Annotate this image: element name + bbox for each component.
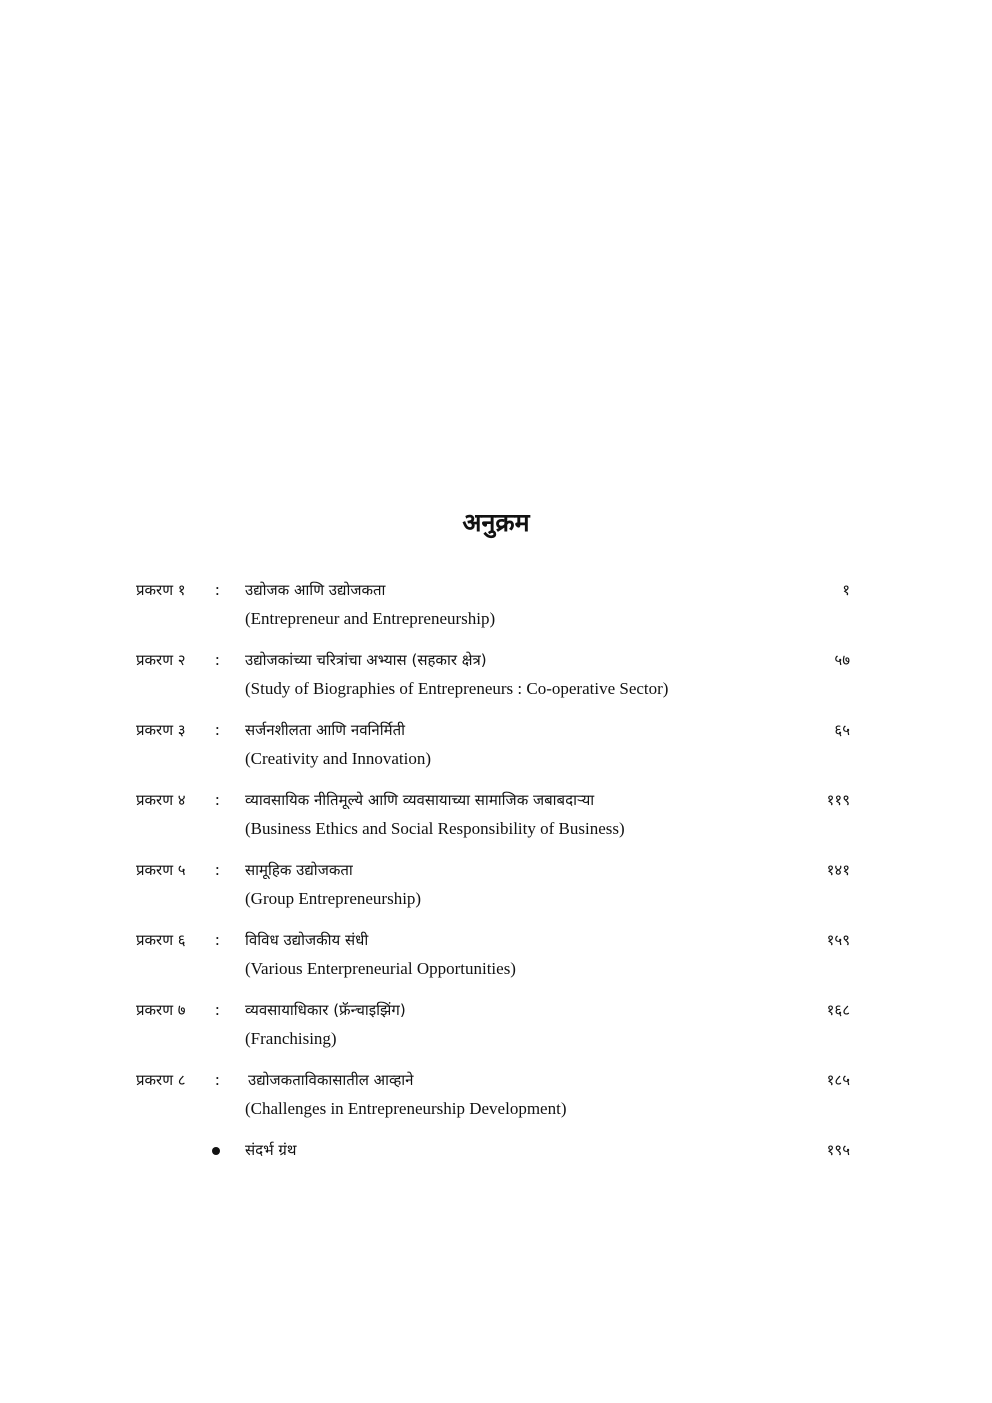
separator: : — [215, 650, 220, 669]
separator: : — [215, 720, 220, 739]
chapter-title-marathi: व्यावसायिक नीतिमूल्ये आणि व्यवसायाच्या सामाजिक जबाबदाऱ्या — [245, 791, 595, 809]
page-title: अनुक्रम — [462, 507, 530, 537]
page-number: ६५ — [834, 721, 850, 739]
chapter-title-english: (Challenges in Entrepreneurship Development) — [245, 1099, 567, 1118]
chapter-title-marathi: विविध उद्योजकीय संधी — [245, 931, 369, 949]
chapter-title-english: (Study of Biographies of Entrepreneurs : Co-operative Sector) — [245, 679, 669, 698]
toc-entry-3[interactable] — [0, 715, 992, 785]
chapter-title-marathi: उद्योजकांच्या चरित्रांचा अभ्यास (सहकार क्षेत्र) — [245, 651, 487, 669]
chapter-label: प्रकरण ५ — [136, 861, 186, 879]
chapter-title-marathi: उद्योजकताविकासातील आव्हाने — [248, 1071, 414, 1089]
chapter-title-marathi: उद्योजक आणि उद्योजकता — [245, 581, 386, 599]
toc-entry-5[interactable] — [0, 855, 992, 925]
chapter-title-english: (Business Ethics and Social Responsibility of Business) — [245, 819, 625, 838]
page-number: १८५ — [826, 1071, 850, 1089]
page-number: १४१ — [826, 861, 850, 879]
chapter-label: प्रकरण ६ — [136, 931, 186, 949]
chapter-title-english: (Creativity and Innovation) — [245, 749, 432, 768]
chapter-title-marathi: सर्जनशीलता आणि नवनिर्मिती — [245, 721, 406, 739]
separator: : — [215, 1000, 220, 1019]
chapter-label: प्रकरण ८ — [136, 1071, 186, 1089]
chapter-title-english: (Entrepreneur and Entrepreneurship) — [245, 609, 496, 628]
separator: : — [215, 1070, 220, 1089]
page-number: १ — [842, 581, 850, 599]
separator: : — [215, 790, 220, 809]
toc-entry-1[interactable] — [0, 575, 992, 645]
references-title: संदर्भ ग्रंथ — [245, 1141, 297, 1159]
chapter-label: प्रकरण ७ — [136, 1001, 186, 1019]
separator: : — [215, 930, 220, 949]
toc-entry-2[interactable] — [0, 645, 992, 715]
separator: : — [215, 580, 220, 599]
chapter-title-marathi: व्यवसायाधिकार (फ्रॅन्चाइझिंग) — [245, 1001, 406, 1019]
chapter-label: प्रकरण ३ — [136, 721, 186, 739]
toc-entry-7[interactable] — [0, 995, 992, 1065]
page-number: १५९ — [826, 931, 850, 949]
chapter-label: प्रकरण २ — [136, 651, 186, 669]
toc-entry-6[interactable] — [0, 925, 992, 995]
chapter-label: प्रकरण १ — [136, 581, 186, 599]
toc-entry-4[interactable] — [0, 785, 992, 855]
toc-entry-references[interactable] — [0, 1135, 992, 1205]
page-number: १९५ — [826, 1141, 850, 1159]
chapter-title-english: (Various Enterpreneurial Opportunities) — [245, 959, 516, 978]
chapter-title-english: (Group Entrepreneurship) — [245, 889, 422, 908]
chapter-label: प्रकरण ४ — [136, 791, 186, 809]
bullet-icon — [212, 1147, 220, 1155]
chapter-title-english: (Franchising) — [245, 1029, 337, 1048]
toc-entry-8[interactable] — [0, 1065, 992, 1135]
separator: : — [215, 860, 220, 879]
page-number: ११९ — [826, 791, 850, 809]
page-number: १६८ — [826, 1001, 850, 1019]
table-of-contents — [0, 575, 992, 1205]
chapter-title-marathi: सामूहिक उद्योजकता — [245, 861, 353, 879]
page-number: ५७ — [834, 651, 850, 669]
